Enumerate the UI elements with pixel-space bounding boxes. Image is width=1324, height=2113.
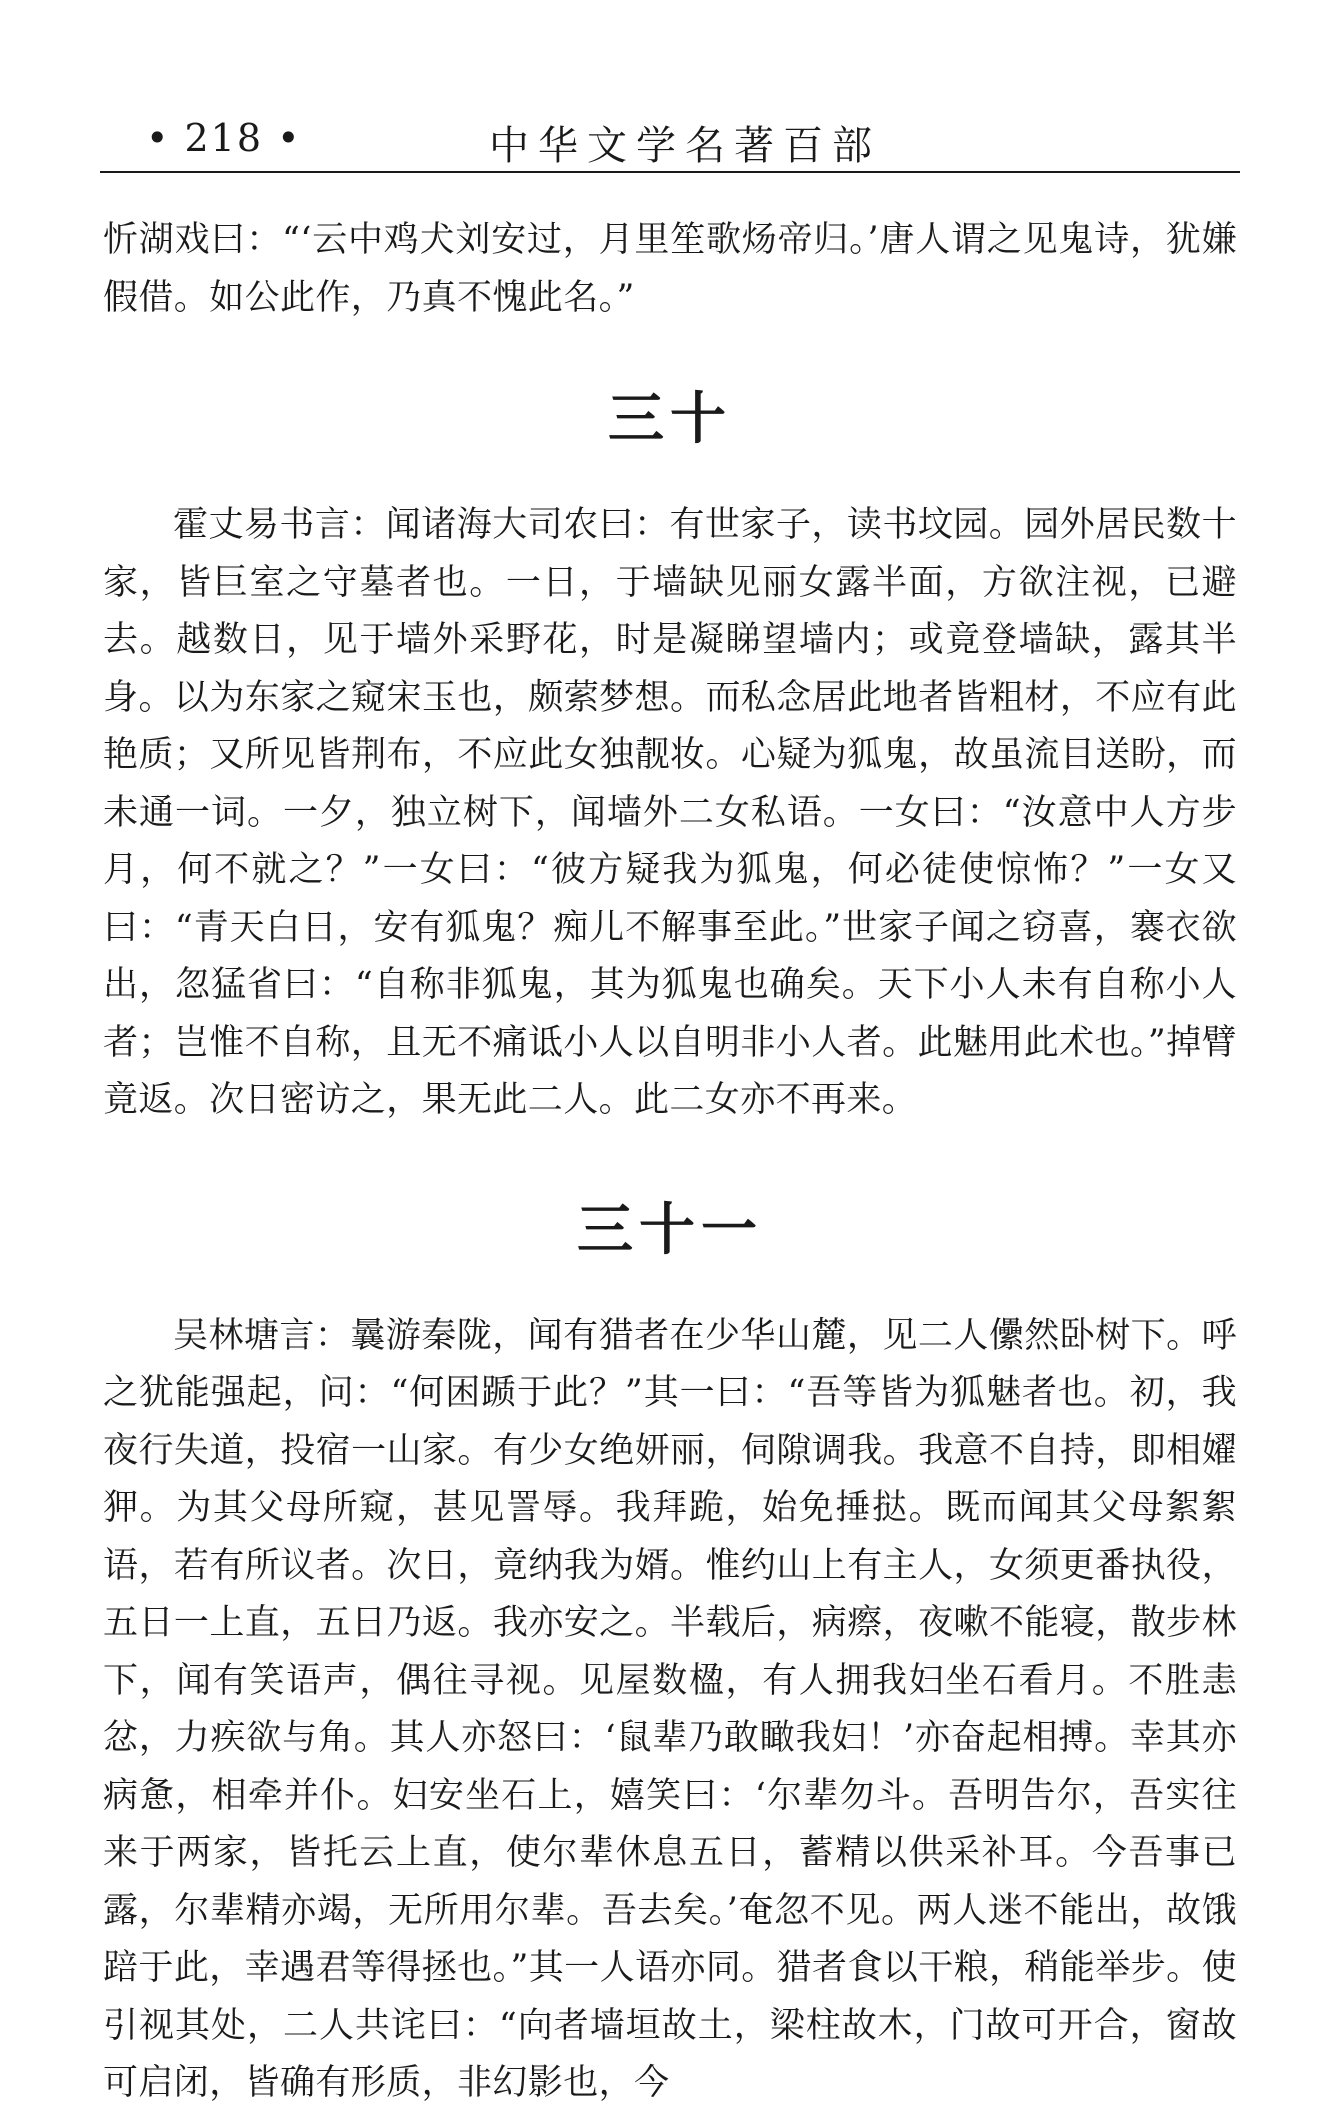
section-30-paragraph: 霍丈易书言：闻诸海大司农曰：有世家子，读书坟园。园外居民数十家，皆巨室之守墓者也。一日，于墙缺见丽女露半面，方欲注视，已避去。越数日，见于墙外采野花，时是凝睇望墙内；或竟登墙缺，露其半身。以为东家之窥宋玉也，颇萦梦想。而私念居此地者皆粗材，不应有此艳质；又所见皆荆布，不应此女独靓妆。心疑为狐鬼，故虽流目送盼，而未通一词。一夕，独立树下，闻墙外二女私语。一女曰：“汝意中人方步月，何不就之？”一女曰：“彼方疑我为狐鬼，何必徒使惊怖？”一女又曰：“青天白日，安有狐鬼？痴儿不解事至此。”世家子闻之窃喜，褰衣欲出，忽猛省曰：“自称非狐鬼，其为狐鬼也确矣。天下小人未有自称小人者；岂惟不自称，且无不痛诋小人以自明非小人者。此魅用此术也。”掉臂竟返。次日密访之，果无此二人。此二女亦不再来。 bbox=[103, 505, 1237, 1120]
page-body bbox=[103, 212, 1237, 2113]
continuation-paragraph: 忻湖戏曰：“‘云中鸡犬刘安过，月里笙歌炀帝归。’唐人谓之见鬼诗，犹嫌假借。如公此作，乃真不愧此名。” bbox=[103, 220, 1237, 318]
section-30-title: 三十 bbox=[608, 387, 732, 452]
section-31-title: 三十一 bbox=[577, 1197, 763, 1263]
header-rule bbox=[100, 171, 1240, 173]
page-number: • 218 • bbox=[146, 116, 302, 160]
running-title: 中华文学名著百部 bbox=[489, 123, 881, 169]
page-header bbox=[100, 108, 1240, 168]
section-31-paragraph: 吴林塘言：曩游秦陇，闻有猎者在少华山麓，见二人儽然卧树下。呼之犹能强起，问：“何困踬于此？”其一曰：“吾等皆为狐魅者也。初，我夜行失道，投宿一山家。有少女绝妍丽，伺隙调我。我意不自持，即相嬥狎。为其父母所窥，甚见詈辱。我拜跪，始免捶挞。既而闻其父母絮絮语，若有所议者。次日，竟纳我为婿。惟约山上有主人，女须更番执役，五日一上直，五日乃返。我亦安之。半载后，病瘵，夜嗽不能寝，散步林下，闻有笑语声，偶往寻视。见屋数楹，有人拥我妇坐石看月。不胜恚忿，力疾欲与角。其人亦怒曰：‘鼠辈乃敢瞰我妇！’亦奋起相搏。幸其亦病惫，相牵并仆。妇安坐石上，嬉笑曰：‘尔辈勿斗。吾明告尔，吾实往来于两家，皆托云上直，使尔辈休息五日，蓄精以供采补耳。今吾事已露，尔辈精亦竭，无所用尔辈。吾去矣。’奄忽不见。两人迷不能出，故饿踣于此，幸遇君等得拯也。”其一人语亦同。猎者食以干粮，稍能举步。使引视其处，二人共诧曰：“向者墙垣故土，梁柱故木，门故可开合，窗故可启闭，皆确有形质，非幻影也，今 bbox=[103, 1315, 1237, 2103]
